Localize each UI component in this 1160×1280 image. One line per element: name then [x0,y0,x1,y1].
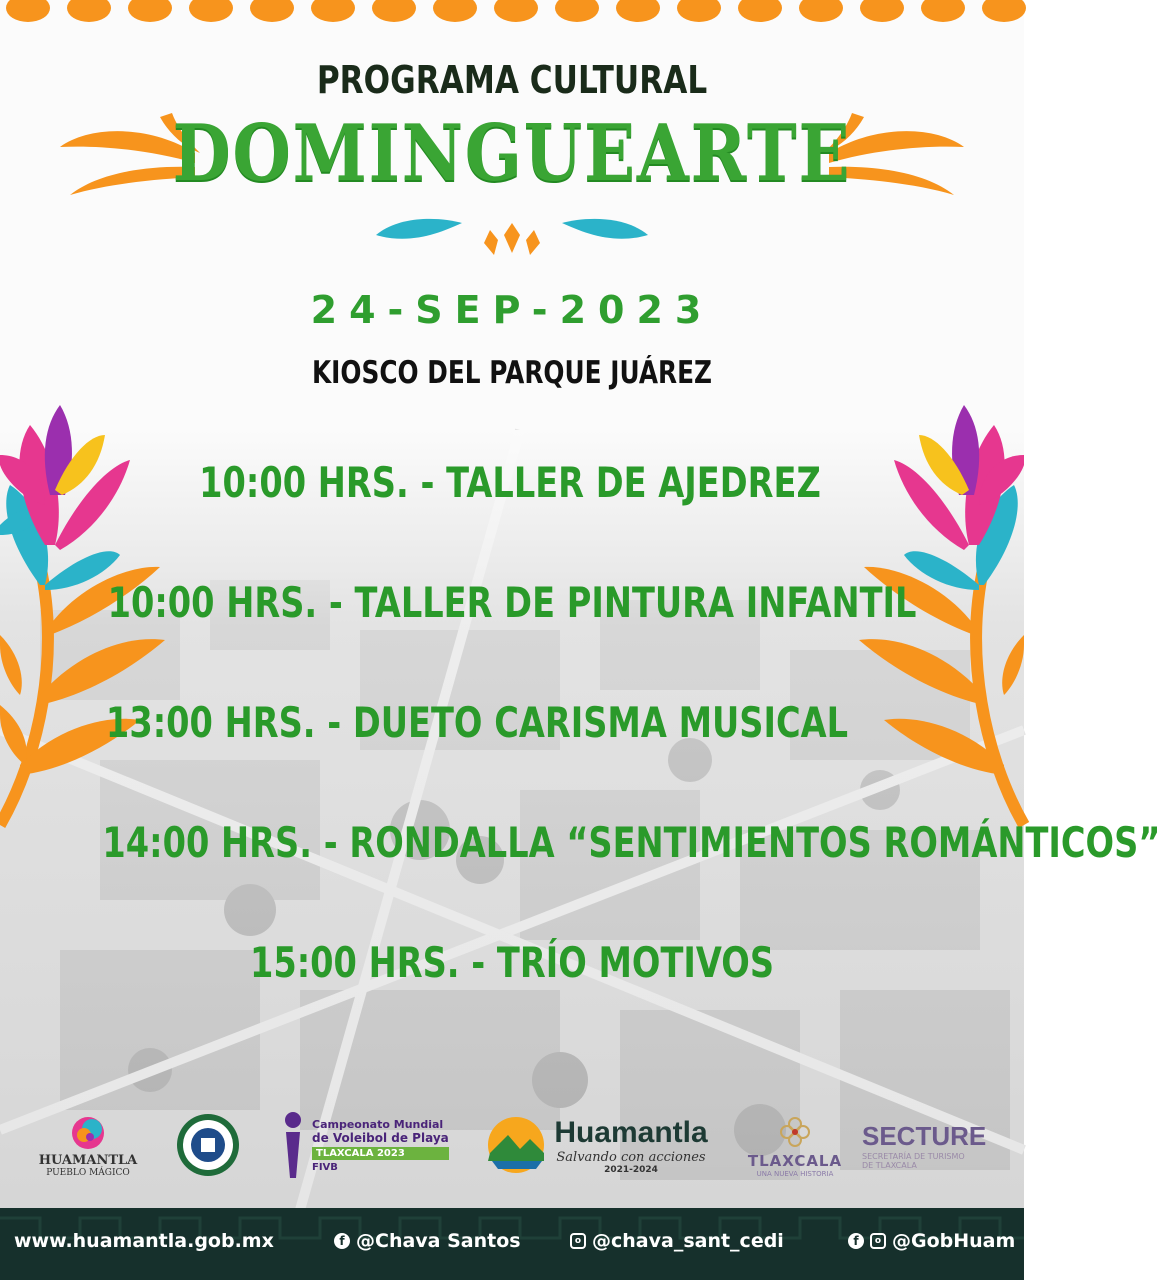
footer-facebook[interactable] [334,1230,521,1252]
voleibol-line3: TLAXCALA 2023 [312,1147,449,1160]
huamantla-pueblo-magico-logo [38,1100,138,1190]
guinness-seal-icon [175,1112,241,1178]
voleibol-line1: Campeonato Mundial [312,1117,444,1131]
pueblo-magico-swirl-icon [66,1113,110,1153]
event-date: 24-SEP-2023 [310,288,714,332]
facebook-icon: f [848,1233,864,1249]
instagram-handle[interactable]: @chava_sant_cedi [592,1230,784,1252]
secture-name: SECTURE [862,1120,987,1151]
event-venue: KIOSCO DEL PARQUE JUÁREZ [311,355,713,391]
schedule-item: 13:00 HRS. - DUETO CARISMA MUSICAL [105,698,849,747]
secture-tag1: SECRETARÍA DE TURISMO [862,1151,965,1161]
footer-instagram[interactable] [570,1230,784,1252]
website-link[interactable]: www.huamantla.gob.mx [14,1230,274,1252]
secture-tag2: DE TLAXCALA [862,1160,917,1170]
footer-bar [0,1208,1024,1280]
voleibol-line4: FIVB [312,1161,338,1173]
huamantla-emblem-icon [486,1115,546,1175]
pueblo-magico-name: HUAMANTLA [38,1152,138,1168]
footer-website[interactable] [14,1230,274,1252]
tlaxcala-flower-icon [775,1112,815,1152]
volleyball-figure-icon [280,1110,306,1180]
huamantla-name: Huamantla [554,1115,708,1149]
instagram-icon: o [870,1233,886,1249]
voleibol-line2: de Voleibol de Playa [312,1130,449,1145]
facebook-icon: f [334,1233,350,1249]
huamantla-slogan: Salvando con acciones [556,1149,706,1165]
footer-social[interactable] [848,1230,1015,1252]
social-handle[interactable]: @GobHuam [892,1230,1016,1252]
facebook-handle[interactable]: @Chava Santos [356,1230,521,1252]
tlaxcala-name: TLAXCALA [747,1152,843,1170]
instagram-icon: o [570,1233,586,1249]
secture-logo [862,1100,992,1190]
pueblo-magico-tag: PUEBLO MÁGICO [46,1167,130,1178]
sponsor-logos [0,1100,1024,1190]
tlaxcala-logo [742,1100,848,1190]
tlaxcala-tag: UNA NUEVA HISTORIA [756,1170,834,1178]
program-subtitle: PROGRAMA CULTURAL [316,58,708,102]
schedule-item: 10:00 HRS. - TALLER DE AJEDREZ [199,458,821,507]
schedule-item: 14:00 HRS. - RONDALLA “SENTIMIENTOS ROMÁNTICOS” [102,818,1160,867]
voleibol-logo [280,1100,450,1190]
program-title: DOMINGUEARTE [172,108,852,199]
guinness-logo [172,1100,244,1190]
huamantla-government-logo [472,1100,722,1190]
schedule-item: 15:00 HRS. - TRÍO MOTIVOS [249,938,775,987]
top-dot-border [0,0,1024,28]
schedule-item: 10:00 HRS. - TALLER DE PINTURA INFANTIL [107,578,917,627]
huamantla-years: 2021-2024 [604,1164,658,1175]
